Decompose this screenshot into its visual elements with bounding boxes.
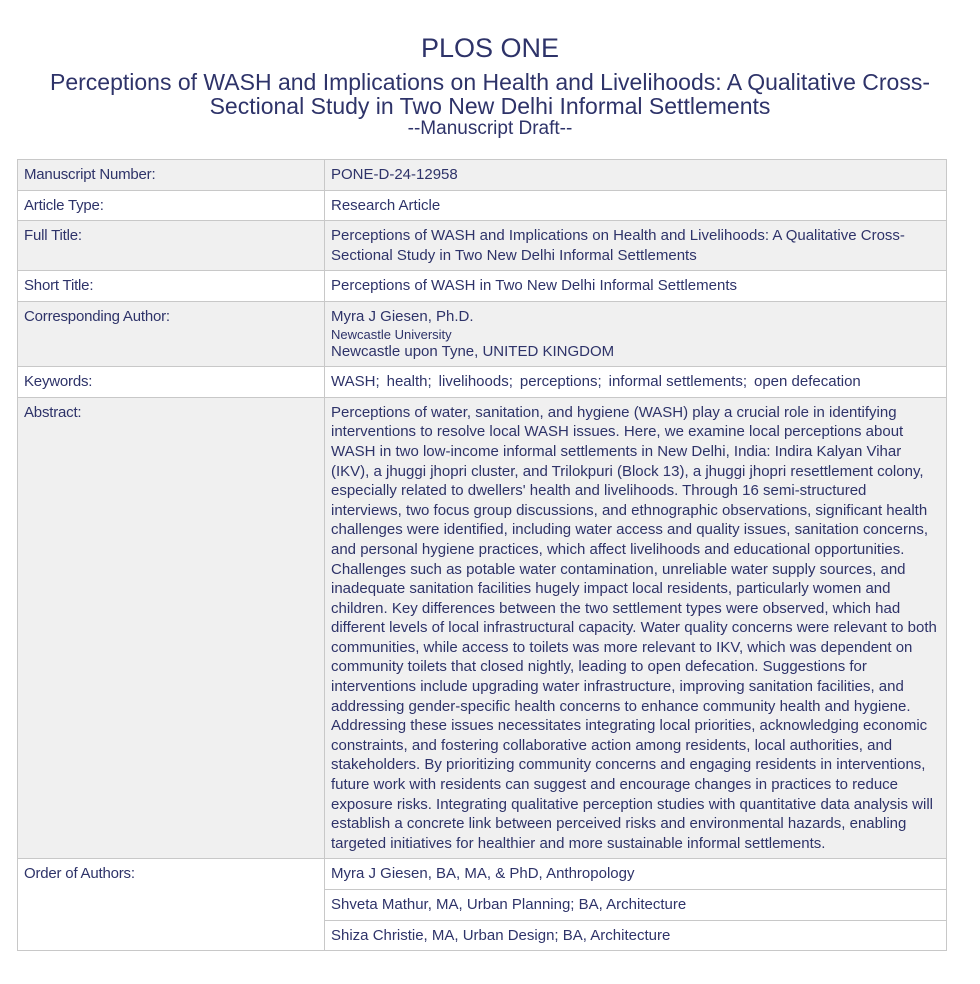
manuscript-info-table [17, 159, 947, 951]
order-of-authors-row [18, 859, 947, 890]
author-entry: Myra J Giesen, BA, MA, & PhD, Anthropology [325, 859, 947, 890]
corresponding-author-row [18, 301, 947, 366]
author-entry: Shveta Mathur, MA, Urban Planning; BA, Architecture [325, 890, 947, 921]
keyword: perceptions; [519, 373, 602, 391]
short-title-value: Perceptions of WASH in Two New Delhi Informal Settlements [325, 271, 947, 302]
short-title-label: Short Title: [18, 271, 325, 302]
full-title-row [18, 221, 947, 271]
corresponding-author-value [325, 301, 947, 366]
keywords-label: Keywords: [18, 367, 325, 398]
document-title: Perceptions of WASH and Implications on Health and Livelihoods: A Qualitative Cross-Sectional Study in Two New Delhi Informal Settlements [50, 69, 930, 119]
corresponding-author-label: Corresponding Author: [18, 301, 325, 366]
article-type-label: Article Type: [18, 190, 325, 221]
author-name: Myra J Giesen, Ph.D. [331, 307, 474, 325]
author-entry: Shiza Christie, MA, Urban Design; BA, Architecture [325, 920, 947, 951]
article-type-row [18, 190, 947, 221]
keyword: WASH; [331, 373, 380, 391]
full-title-label: Full Title: [18, 221, 325, 271]
manuscript-number-value: PONE-D-24-12958 [325, 160, 947, 191]
article-type-value: Research Article [325, 190, 947, 221]
keyword: informal settlements; [608, 373, 747, 391]
document-header [0, 0, 980, 140]
author-location: Newcastle upon Tyne, UNITED KINGDOM [331, 342, 615, 360]
full-title-value: Perceptions of WASH and Implications on Health and Livelihoods: A Qualitative Cross-Sectional Study in Two New Delhi Informal Settlements [325, 221, 947, 271]
keyword: livelihoods; [438, 373, 513, 391]
abstract-label: Abstract: [18, 397, 325, 859]
manuscript-number-label: Manuscript Number: [18, 160, 325, 191]
journal-name: PLOS ONE [420, 33, 560, 63]
draft-label: --Manuscript Draft-- [407, 118, 573, 139]
keyword: open defecation [754, 373, 861, 391]
order-of-authors-label: Order of Authors: [18, 859, 325, 951]
short-title-row [18, 271, 947, 302]
abstract-text: Perceptions of water, sanitation, and hygiene (WASH) play a crucial role in identifying interventions to resolve local WASH issues. Here, we examine local perceptions about WASH in two low-income informal settlements in New Delhi, India: Indira Kalyan Vihar (IKV), a jhuggi jhopri cluster, and Trilokpuri (Block 13), a jhuggi jhopri resettlement colony, especially related to dwellers' health and livelihoods. Through 16 semi-structured interviews, two focus group discussions, and ethnographic observations, significant health challenges were identified, including water access and quality issues, sanitation concerns, and personal hygiene practices, which affect livelihoods and educational opportunities. Challenges such as potable water contamination, unreliable water supply sources, and inadequate sanitation facilities hugely impact local residents, particularly women and children. Key differences between the two settlement types were observed, which had different levels of local infrastructural capacity. Water quality concerns were relevant to both communities, while access to toilets was more relevant to IKV, which was dependent on community toilets that closed nightly, leading to open defecation. Suggestions for interventions include upgrading water infrastructure, improving sanitation facilities, and addressing gender-specific health concerns to enhance community health and hygiene. Addressing these issues necessitates integrating local priorities, acknowledging economic constraints, and fostering collaborative action among residents, local authorities, and stakeholders. By prioritizing community concerns and engaging residents in interventions, future work with residents can suggest and encourage changes in practices to reduce exposure risks. Integrating qualitative perception studies with quantitative data analysis will establish a concrete link between perceived risks and environmental hazards, enabling targeted initiatives for healthier and more sustainable informal settlements. [325, 397, 947, 859]
keyword: health; [386, 373, 432, 391]
manuscript-number-row [18, 160, 947, 191]
author-institution: Newcastle University [331, 326, 452, 342]
abstract-row [18, 397, 947, 859]
keywords-value [325, 367, 947, 398]
keywords-row [18, 367, 947, 398]
